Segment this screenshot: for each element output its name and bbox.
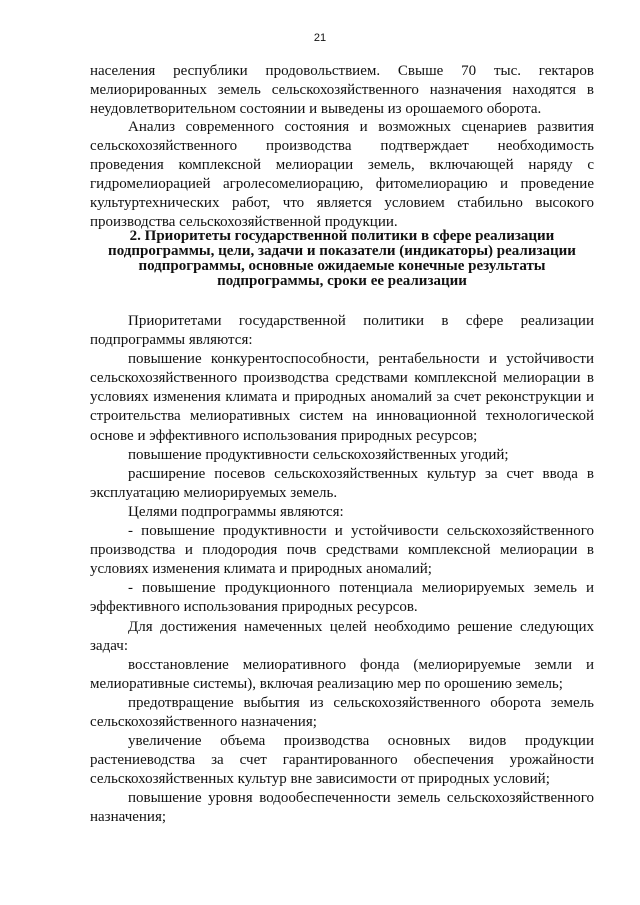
intro-paragraph-1: населения республики продовольствием. Свыше 70 тыс. гектаров мелиорированных земель сельскохозяйственного назначения находятся в неудовлетворительном состоянии и выведены из орошаемого оборота. bbox=[90, 63, 594, 117]
paragraph-priority-2: повышение продуктивности сельскохозяйственных угодий; bbox=[128, 446, 509, 463]
paragraph-priorities-intro: Приоритетами государственной политики в сфере реализации подпрограммы являются: bbox=[90, 313, 594, 349]
paragraph-goals-intro: Целями подпрограммы являются: bbox=[128, 503, 344, 520]
paragraph-task-2: предотвращение выбытия из сельскохозяйственного оборота земель сельскохозяйственного назначения; bbox=[90, 694, 594, 730]
paragraph-priority-3: расширение посевов сельскохозяйственных культур за счет ввода в эксплуатацию мелиорируемых земель. bbox=[90, 465, 594, 501]
heading-line-1: 2. Приоритеты государственной политики в сфере реализации bbox=[129, 228, 555, 244]
paragraph-goal-2: - повышение продукционного потенциала мелиорируемых земель и эффективного использования природных ресурсов. bbox=[90, 580, 594, 616]
paragraph-tasks-intro: Для достижения намеченных целей необходимо решение следующих задач: bbox=[90, 618, 594, 654]
page-number: 21 bbox=[313, 32, 327, 44]
paragraph-task-4: повышение уровня водообеспеченности земель сельскохозяйственного назначения; bbox=[90, 790, 594, 826]
heading-line-3: подпрограммы, основные ожидаемые конечные результаты bbox=[138, 258, 546, 274]
paragraph-task-1: восстановление мелиоративного фонда (мелиорируемые земли и мелиоративные системы), включая реализацию мер по орошению земель; bbox=[90, 656, 594, 692]
heading-line-4: подпрограммы, сроки ее реализации bbox=[217, 273, 467, 289]
heading-line-2: подпрограммы, цели, задачи и показатели (индикаторы) реализации bbox=[108, 243, 576, 259]
paragraph-priority-1: повышение конкурентоспособности, рентабельности и устойчивости сельскохозяйственного производства средствами комплексной мелиорации в условиях изменения климата и природных аномалий за счет реконструкции и строительства мелиоративных систем на инновационной технологической основе и эффективного использования природных ресурсов; bbox=[90, 351, 594, 444]
section-body bbox=[90, 312, 594, 828]
intro-paragraph-2: Анализ современного состояния и возможных сценариев развития сельскохозяйственного производства подтверждает необходимость проведения комплексной мелиорации земель, включающей наряду с гидромелиорацией агролесомелиорацию, фитомелиорацию и проведение культуртехнических работ, что является условием стабильно высокого производства сельскохозяйственной продукции. bbox=[90, 119, 594, 230]
paragraph-goal-1: - повышение продуктивности и устойчивости сельскохозяйственного производства и плодородия почв средствами комплексной мелиорации в условиях изменения климата и природных аномалий; bbox=[90, 523, 594, 578]
section-heading bbox=[90, 229, 594, 289]
paragraph-task-3: увеличение объема производства основных видов продукции растениеводства за счет гарантированного обеспечения урожайности сельскохозяйственных культур вне зависимости от природных условий; bbox=[90, 733, 594, 788]
